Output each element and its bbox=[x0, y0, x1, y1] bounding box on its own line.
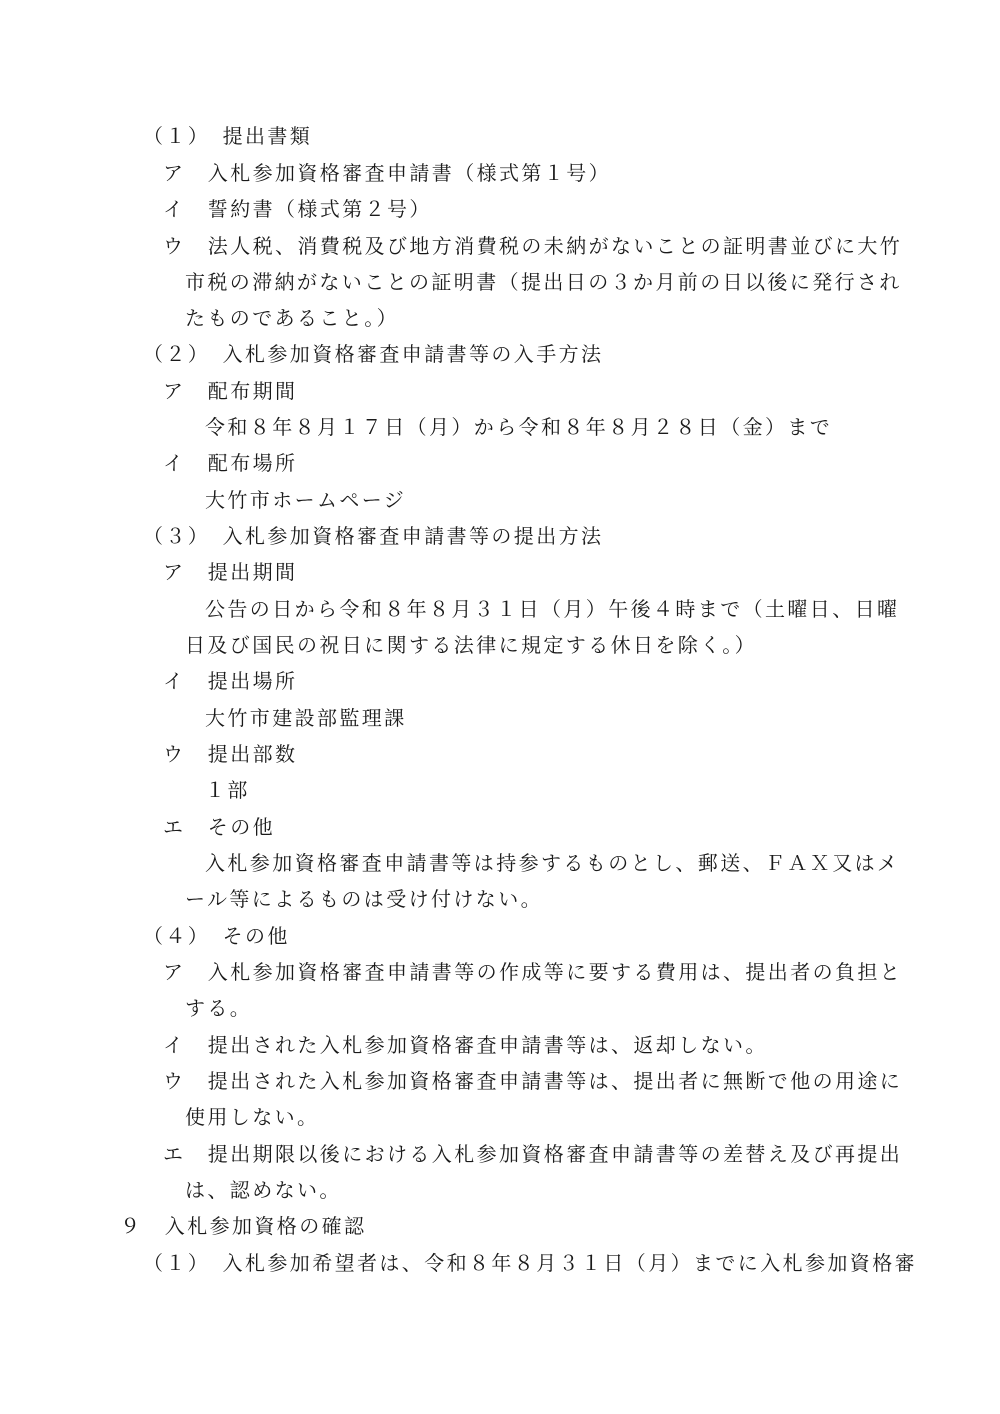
section-9-item-1: （１） 入札参加希望者は、令和８年８月３１日（月）までに入札参加資格審 bbox=[143, 1251, 917, 1275]
item-u-no-other-use-cont: 使用しない。 bbox=[185, 1105, 320, 1129]
item-a-cost-cont: する。 bbox=[185, 996, 253, 1020]
item-e-no-replacement: エ 提出期限以後における入札参加資格審査申請書等の差替え及び再提出 bbox=[163, 1142, 903, 1166]
section-9-heading: ９ 入札参加資格の確認 bbox=[120, 1214, 367, 1238]
item-u-no-other-use: ウ 提出された入札参加資格審査申請書等は、提出者に無断で他の用途に bbox=[163, 1069, 903, 1093]
item-e-no-replacement-cont: は、認めない。 bbox=[185, 1178, 342, 1202]
section-3-heading: （３） 入札参加資格審査申請書等の提出方法 bbox=[143, 524, 604, 548]
distribution-place-value: 大竹市ホームページ bbox=[205, 488, 407, 512]
item-u-tax-certificate: ウ 法人税、消費税及び地方消費税の未納がないことの証明書並びに大竹 bbox=[163, 234, 903, 258]
section-1-heading: （１） 提出書類 bbox=[143, 124, 313, 148]
section-2-heading: （２） 入札参加資格審査申請書等の入手方法 bbox=[143, 342, 604, 366]
other-note: 入札参加資格審査申請書等は持参するものとし、郵送、ＦＡＸ又はメ bbox=[205, 851, 900, 875]
item-i-submission-place: イ 提出場所 bbox=[163, 669, 298, 693]
item-i-pledge: イ 誓約書（様式第２号） bbox=[163, 197, 432, 221]
item-u-tax-certificate-cont1: 市税の滞納がないことの証明書（提出日の３か月前の日以後に発行され bbox=[185, 270, 902, 294]
item-u-tax-certificate-cont2: たものであること。） bbox=[185, 306, 399, 330]
item-e-other: エ その他 bbox=[163, 815, 275, 839]
distribution-period-value: 令和８年８月１７日（月）から令和８年８月２８日（金）まで bbox=[205, 415, 833, 439]
submission-place-value: 大竹市建設部監理課 bbox=[205, 706, 407, 730]
item-a-cost: ア 入札参加資格審査申請書等の作成等に要する費用は、提出者の負担と bbox=[163, 960, 903, 984]
submission-period-value: 公告の日から令和８年８月３１日（月）午後４時まで（土曜日、日曜 bbox=[205, 597, 900, 621]
item-a-distribution-period: ア 配布期間 bbox=[163, 379, 298, 403]
submission-period-value-cont: 日及び国民の祝日に関する法律に規定する休日を除く。） bbox=[185, 633, 757, 657]
number-of-copies-value: １部 bbox=[205, 778, 250, 802]
item-i-distribution-place: イ 配布場所 bbox=[163, 451, 298, 475]
item-a-application-form: ア 入札参加資格審査申請書（様式第１号） bbox=[163, 161, 611, 185]
item-i-no-return: イ 提出された入札参加資格審査申請書等は、返却しない。 bbox=[163, 1033, 768, 1057]
section-4-heading: （４） その他 bbox=[143, 924, 290, 948]
item-a-submission-period: ア 提出期間 bbox=[163, 560, 298, 584]
other-note-cont: ール等によるものは受け付けない。 bbox=[185, 887, 543, 911]
item-u-number-of-copies: ウ 提出部数 bbox=[163, 742, 298, 766]
